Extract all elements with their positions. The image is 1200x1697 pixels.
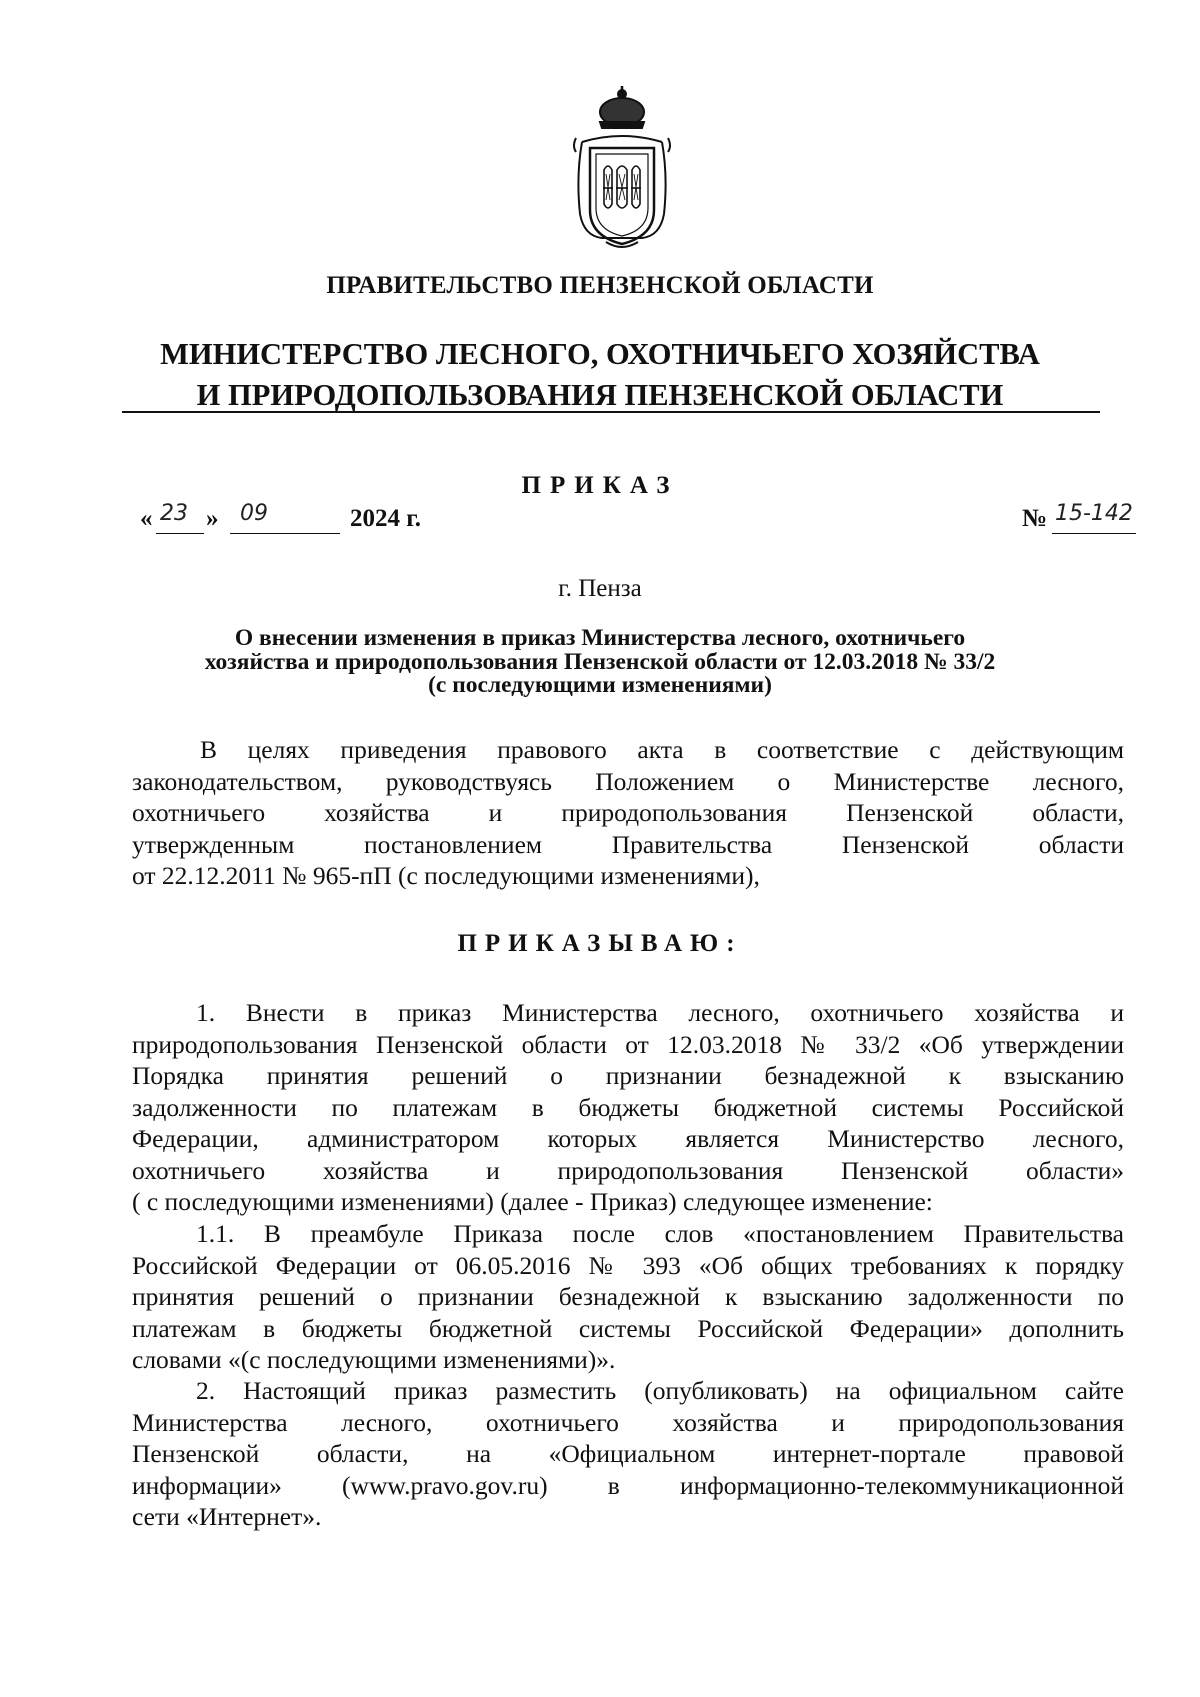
- ministry-name-line: И ПРИРОДОПОЛЬЗОВАНИЯ ПЕНЗЕНСКОЙ ОБЛАСТИ: [196, 378, 1004, 412]
- item-line: 1.1. В преамбуле Приказа после слов «постановлением Правительства: [196, 1219, 1124, 1248]
- item-line: принятия решений о признании безнадежной к взысканию задолженности по: [132, 1282, 1124, 1311]
- item-line: 1. Внести в приказ Министерства лесного, охотничьего хозяйства и: [196, 998, 1124, 1027]
- date-day: 23: [160, 501, 188, 526]
- order-number-sign: №: [1022, 505, 1048, 532]
- day-underline: [156, 533, 204, 534]
- item-line: ( с последующими изменениями) (далее - Приказ) следующее изменение:: [132, 1187, 933, 1216]
- item-line: Федерации, администратором которых является Министерство лесного,: [132, 1124, 1124, 1153]
- preamble-paragraph: [132, 734, 1124, 892]
- decree-heading: ПРИКАЗЫВАЮ:: [457, 930, 743, 957]
- ministry-name-line: МИНИСТЕРСТВО ЛЕСНОГО, ОХОТНИЧЬЕГО ХОЗЯЙСТВА: [160, 337, 1040, 371]
- date-close-quote: »: [206, 505, 219, 532]
- preamble-line: охотничьего хозяйства и природопользования Пензенской области,: [132, 798, 1124, 827]
- subject-line: (с последующими изменениями): [428, 672, 772, 698]
- item-line: информации» (www.pravo.gov.ru) в информационно-телекоммуникационной: [132, 1470, 1124, 1500]
- item-line: Порядка принятия решений о признании безнадежной к взысканию: [132, 1061, 1124, 1090]
- preamble-line: от 22.12.2011 № 965-пП (с последующими изменениями),: [132, 861, 760, 890]
- ministry-name: [0, 334, 1200, 416]
- order-item-1: [132, 997, 1124, 1218]
- item-line: охотничьего хозяйства и природопользования Пензенской области»: [132, 1155, 1124, 1185]
- subject-line: О внесении изменения в приказ Министерства лесного, охотничьего: [234, 625, 966, 651]
- preamble-line: законодательством, руководствуясь Положением о Министерстве лесного,: [132, 766, 1124, 796]
- item-line: Министерства лесного, охотничьего хозяйства и природопользования: [132, 1407, 1124, 1437]
- order-subject: [0, 627, 1200, 698]
- order-city: г. Пенза: [558, 575, 642, 602]
- item-line: 2. Настоящий приказ разместить (опубликовать) на официальном сайте: [196, 1376, 1124, 1405]
- header-divider: [122, 411, 1100, 413]
- date-open-quote: «: [140, 505, 153, 532]
- item-line: Российской Федерации от 06.05.2016 № 393 «Об общих требованиях к порядку: [132, 1250, 1124, 1280]
- item-line: Пензенской области, на «Официальном интернет-портале правовой: [132, 1439, 1124, 1468]
- preamble-line: утвержденным постановлением Правительства Пензенской области: [132, 829, 1124, 859]
- order-number-value: 15-142: [1055, 501, 1133, 526]
- order-item-1-1: [132, 1218, 1124, 1376]
- government-name: ПРАВИТЕЛЬСТВО ПЕНЗЕНСКОЙ ОБЛАСТИ: [326, 272, 874, 299]
- number-underline: [1052, 533, 1136, 534]
- item-line: платежам в бюджеты бюджетной системы Российской Федерации» дополнить: [132, 1313, 1124, 1343]
- month-underline: [230, 533, 340, 534]
- item-line: природопользования Пензенской области от 12.03.2018 № 33/2 «Об утверждении: [132, 1029, 1124, 1059]
- order-date: [140, 501, 1140, 539]
- penza-coat-of-arms-icon: [562, 86, 682, 254]
- date-year: 2024 г.: [350, 505, 422, 532]
- item-line: сети «Интернет».: [132, 1502, 322, 1531]
- order-title: ПРИКАЗ: [521, 472, 679, 499]
- item-line: задолженности по платежам в бюджеты бюджетной системы Российской: [132, 1092, 1124, 1122]
- subject-line: хозяйства и природопользования Пензенской области от 12.03.2018 № 33/2: [204, 648, 996, 675]
- preamble-line: В целях приведения правового акта в соответствие с действующим: [200, 735, 1124, 764]
- order-item-2: [132, 1375, 1124, 1533]
- date-month: 09: [240, 501, 268, 526]
- item-line: словами «(с последующими изменениями)».: [132, 1345, 616, 1374]
